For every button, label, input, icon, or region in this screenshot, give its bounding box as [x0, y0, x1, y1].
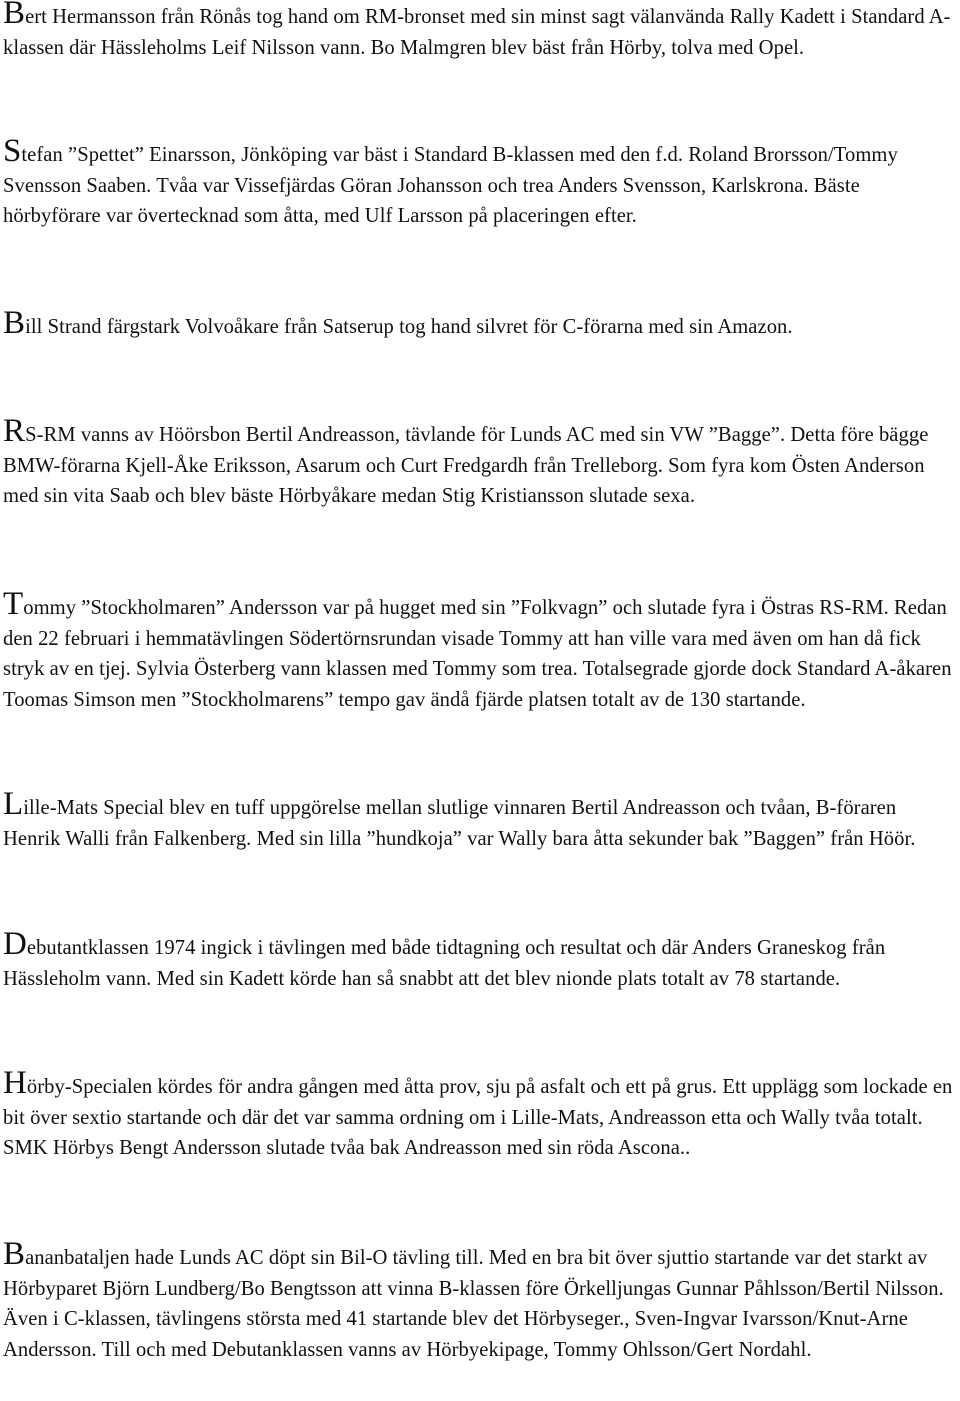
paragraph-text: tefan ”Spettet” Einarsson, Jönköping var bäst i Standard B-klassen med den f.d. Roland Brorsson/Tommy Svensson Saaben. Tvåa var Vissefjärdas Göran Johansson och trea Anders Svensson, Karlskrona. Bäste hörbyförare var övertecknad som åtta, med Ulf Larsson på placeringen efter. [3, 144, 898, 227]
paragraph-text: ille-Mats Special blev en tuff uppgörelse mellan slutlige vinnaren Bertil Andreasson och tvåan, B-föraren Henrik Walli från Falkenberg. Med sin lilla ”hundkoja” var Wally bara åtta sekunder bak ”Baggen” från Höör. [3, 797, 916, 850]
paragraph-text: ill Strand färgstark Volvoåkare från Satserup tog hand silvret för C-förarna med sin Amazon. [25, 316, 793, 338]
paragraph-bert-hermansson [3, 2, 955, 63]
paragraph-text: ert Hermansson från Rönås tog hand om RM-bronset med sin minst sagt välanvända Rally Kadett i Standard A-klassen där Hässleholms Leif Nilsson vann. Bo Malmgren blev bäst från Hörby, tolva med Opel. [3, 6, 951, 59]
paragraph-lille-mats [3, 786, 955, 854]
paragraph-rs-rm [3, 413, 955, 512]
paragraph-text: ommy ”Stockholmaren” Andersson var på hugget med sin ”Folkvagn” och slutade fyra i Östras RS-RM. Redan den 22 februari i hemmatävlingen Södertörnsrundan visade Tommy att han ville vara med även om han då fick stryk av en tjej. Sylvia Österberg vann klassen med Tommy som trea. Totalsegrade gjorde dock Standard A-åkaren Toomas Simson men ”Stockholmarens” tempo gav ändå fjärde platsen totalt av de 130 startande. [3, 597, 952, 711]
paragraph-stefan-einarsson [3, 133, 955, 232]
paragraph-tommy-andersson [3, 586, 955, 715]
paragraph-bananbataljen [3, 1236, 955, 1365]
paragraph-text: ananbataljen hade Lunds AC döpt sin Bil-O tävling till. Med en bra bit över sjuttio startande var det starkt av Hörbyparet Björn Lundberg/Bo Bengtsson att vinna B-klassen före Örkelljungas Gunnar Påhlsson/Bertil Nilsson. Även i C-klassen, tävlingens största med 41 startande blev det Hörbyseger., Sven-Ingvar Ivarsson/Knut-Arne Andersson. Till och med Debutanklassen vanns av Hörbyekipage, Tommy Ohlsson/Gert Nordahl. [3, 1247, 944, 1361]
paragraph-text: ebutantklassen 1974 ingick i tävlingen med både tidtagning och resultat och där Anders Graneskog från Hässleholm vann. Med sin Kadett körde han så snabbt att det blev nionde plats totalt av 78 startande. [3, 937, 886, 990]
paragraph-bill-strand [3, 305, 955, 343]
drop-initial: B [3, 1236, 26, 1272]
paragraph-text: S-RM vanns av Höörsbon Bertil Andreasson, tävlande för Lunds AC med sin VW ”Bagge”. Detta före bägge BMW-förarna Kjell-Åke Eriksson, Asarum och Curt Fredgardh från Trelleborg. Som fyra kom Östen Anderson med sin vita Saab och blev bäste Hörbyåkare medan Stig Kristiansson slutade sexa. [3, 424, 929, 507]
drop-initial: S [3, 133, 22, 169]
paragraph-horby-specialen [3, 1065, 955, 1164]
drop-initial: B [3, 0, 26, 31]
paragraph-debutantklassen [3, 926, 955, 994]
drop-initial: T [3, 586, 24, 622]
paragraph-text: örby-Specialen kördes för andra gången med åtta prov, sju på asfalt och ett på grus. Ett upplägg som lockade en bit över sextio startande och där det var samma ordning om i Lille-Mats, Andreasson etta och Wally tvåa totalt. SMK Hörbys Bengt Andersson slutade tvåa bak Andreasson med sin röda Ascona.. [3, 1076, 953, 1159]
drop-initial: H [3, 1065, 27, 1101]
drop-initial: B [3, 305, 26, 341]
drop-initial: R [3, 413, 26, 449]
drop-initial: L [3, 786, 24, 822]
drop-initial: D [3, 926, 27, 962]
